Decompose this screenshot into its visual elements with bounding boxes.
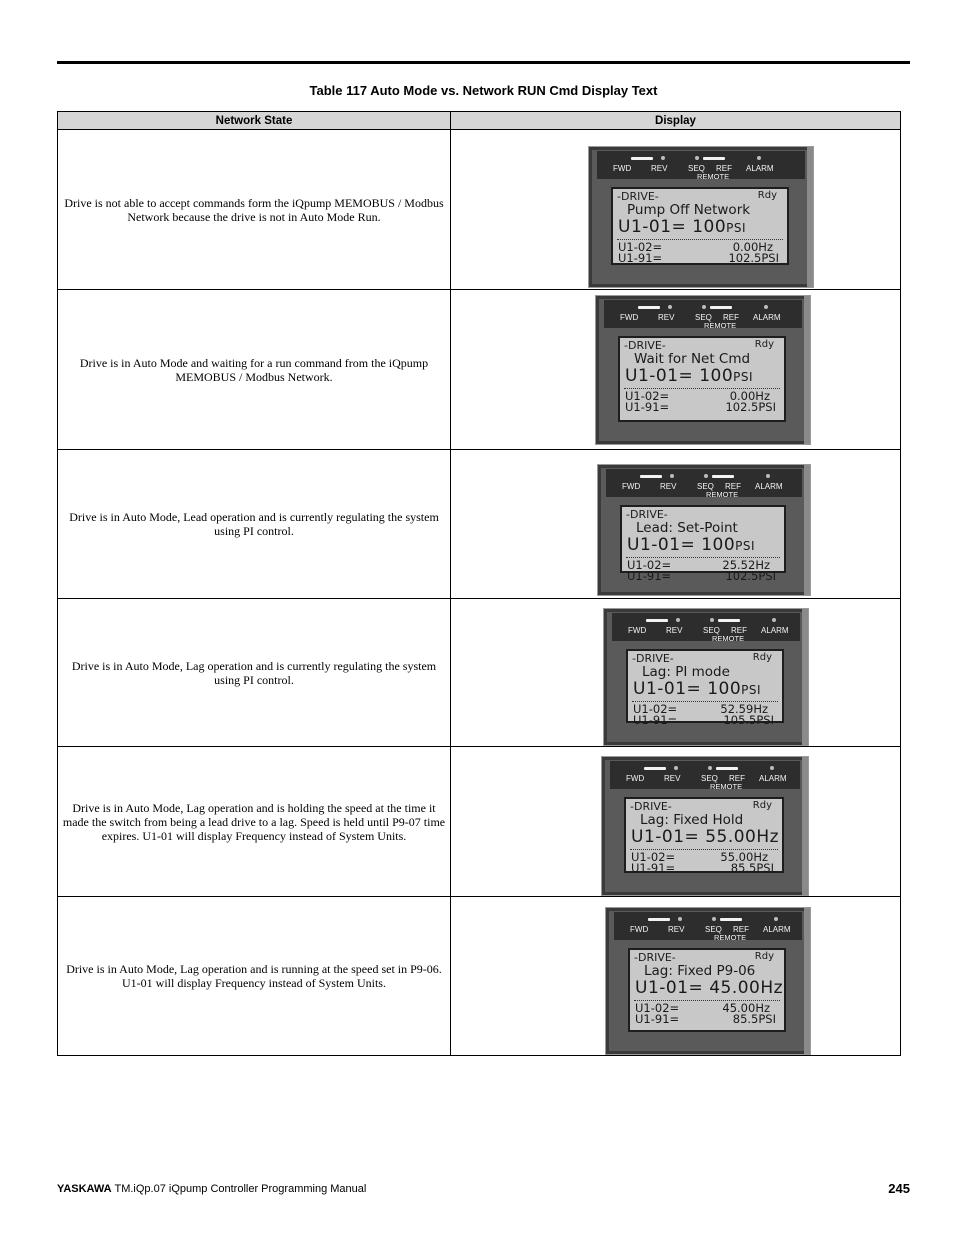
ref-label: REF	[723, 313, 739, 322]
fwd-lamp	[631, 157, 653, 160]
lcd-monitor-value-2: 102.5PSI	[728, 251, 779, 265]
lcd-main-value: 100	[699, 366, 734, 386]
ref-label: REF	[725, 482, 741, 491]
lcd-monitor-label-2: U1-91=	[625, 400, 670, 414]
lcd-main-monitor	[618, 217, 746, 237]
keypad-display-image	[588, 146, 814, 288]
seq-label: SEQ	[705, 925, 722, 934]
lcd-main-unit: PSI	[726, 221, 747, 235]
panel-edge	[802, 757, 808, 895]
display-cell	[451, 599, 901, 747]
fwd-lamp	[640, 475, 662, 478]
lcd-screen	[628, 948, 786, 1032]
lcd-main-monitor	[631, 827, 779, 847]
display-cell	[451, 450, 901, 599]
lcd-main-label: U1-01=	[618, 217, 687, 237]
lcd-monitor-label-2: U1-91=	[627, 569, 672, 583]
rev-lamp	[674, 766, 678, 770]
footer-brand: YASKAWA	[57, 1183, 112, 1195]
lcd-main-monitor	[633, 679, 761, 699]
rev-label: REV	[660, 482, 677, 491]
lcd-status-message: Lag: PI mode	[642, 664, 730, 680]
lcd-monitor-label-1: U1-02=	[625, 389, 670, 403]
lcd-monitor-value-2: 102.5PSI	[725, 569, 776, 583]
seq-label: SEQ	[695, 313, 712, 322]
lcd-main-value: 100	[707, 679, 742, 699]
keypad-display-image	[601, 756, 809, 896]
keypad-indicator-bar	[597, 151, 805, 179]
lcd-monitor-label-1: U1-02=	[631, 850, 676, 864]
alarm-lamp	[770, 766, 774, 770]
remote-label: REMOTE	[704, 321, 737, 330]
alarm-label: ALARM	[761, 626, 789, 635]
panel-edge	[804, 465, 810, 595]
lcd-ready-status: Rdy	[752, 800, 772, 811]
alarm-lamp	[766, 474, 770, 478]
alarm-label: ALARM	[753, 313, 781, 322]
lcd-monitor-value-1: 25.52Hz	[722, 558, 770, 572]
remote-label: REMOTE	[712, 634, 745, 643]
lcd-status-message: Wait for Net Cmd	[634, 351, 751, 367]
lcd-monitor-value-2: 85.5PSI	[730, 861, 774, 875]
lcd-main-monitor	[625, 366, 753, 386]
alarm-label: ALARM	[759, 774, 787, 783]
fwd-label: FWD	[626, 774, 645, 783]
lcd-main-label: U1-01=	[625, 366, 694, 386]
rev-lamp	[678, 917, 682, 921]
lcd-monitor-value-2: 105.5PSI	[723, 713, 774, 727]
rev-label: REV	[658, 313, 675, 322]
fwd-lamp	[638, 306, 660, 309]
lcd-main-label: U1-01=	[631, 827, 700, 847]
fwd-lamp	[644, 767, 666, 770]
rev-label: REV	[651, 164, 668, 173]
network-state-cell: Drive is in Auto Mode, Lag operation and is currently regulating the system using PI control.	[58, 599, 451, 747]
lcd-monitor-value-2: 102.5PSI	[725, 400, 776, 414]
fwd-label: FWD	[620, 313, 639, 322]
table-row	[58, 747, 901, 897]
fwd-label: FWD	[613, 164, 632, 173]
fwd-lamp	[646, 619, 668, 622]
header-network-state: Network State	[58, 112, 451, 130]
lcd-monitor-label-2: U1-91=	[635, 1012, 680, 1026]
rev-label: REV	[664, 774, 681, 783]
lcd-ready-status: Rdy	[754, 951, 774, 962]
keypad-display-image	[595, 295, 811, 445]
lcd-ready-status: Rdy	[757, 190, 777, 201]
alarm-lamp	[757, 156, 761, 160]
footer-manual-title: TM.iQp.07 iQpump Controller Programming Manual	[114, 1183, 367, 1195]
table-row	[58, 897, 901, 1056]
keypad-display-image	[597, 464, 811, 596]
lcd-ready-status: Rdy	[752, 652, 772, 663]
seq-lamp	[702, 305, 706, 309]
page-number: 245	[888, 1181, 910, 1196]
lcd-drive-label: -DRIVE-	[626, 508, 668, 521]
lcd-monitor-value-2: 85.5PSI	[732, 1012, 776, 1026]
seq-lamp	[712, 917, 716, 921]
ref-label: REF	[716, 164, 732, 173]
lcd-drive-label: -DRIVE-	[624, 339, 666, 352]
remote-label: REMOTE	[697, 172, 730, 181]
rev-label: REV	[668, 925, 685, 934]
lcd-monitor-value-1: 55.00Hz	[720, 850, 768, 864]
lcd-monitor-value-1: 45.00Hz	[722, 1001, 770, 1015]
ref-lamp	[712, 475, 734, 478]
seq-label: SEQ	[703, 626, 720, 635]
alarm-lamp	[772, 618, 776, 622]
display-cell	[451, 130, 901, 290]
seq-label: SEQ	[688, 164, 705, 173]
display-cell	[451, 897, 901, 1056]
ref-lamp	[718, 619, 740, 622]
lcd-main-value: 100	[692, 217, 727, 237]
keypad-display-image	[603, 608, 809, 746]
lcd-drive-label: -DRIVE-	[632, 652, 674, 665]
rev-lamp	[668, 305, 672, 309]
fwd-label: FWD	[622, 482, 641, 491]
lcd-status-message: Lead: Set-Point	[636, 520, 738, 536]
keypad-indicator-bar	[604, 300, 802, 328]
table-row	[58, 599, 901, 747]
lcd-main-monitor	[635, 978, 783, 998]
panel-edge	[804, 908, 810, 1054]
network-state-cell: Drive is in Auto Mode and waiting for a run command from the iQpump MEMOBUS / Modbus Network.	[58, 290, 451, 450]
alarm-label: ALARM	[746, 164, 774, 173]
ref-label: REF	[731, 626, 747, 635]
panel-edge	[802, 609, 808, 745]
table-row	[58, 450, 901, 599]
table-row	[58, 290, 901, 450]
lcd-monitor-label-2: U1-91=	[618, 251, 663, 265]
rev-lamp	[676, 618, 680, 622]
ref-lamp	[720, 918, 742, 921]
ref-lamp	[710, 306, 732, 309]
lcd-monitor-label-1: U1-02=	[618, 240, 663, 254]
alarm-lamp	[774, 917, 778, 921]
ref-lamp	[716, 767, 738, 770]
lcd-monitor-label-2: U1-91=	[631, 861, 676, 875]
top-rule	[57, 61, 910, 64]
lcd-main-monitor	[627, 535, 755, 555]
lcd-drive-label: -DRIVE-	[630, 800, 672, 813]
network-state-cell: Drive is in Auto Mode, Lead operation and is currently regulating the system using PI control.	[58, 450, 451, 599]
fwd-lamp	[648, 918, 670, 921]
network-state-cell: Drive is in Auto Mode, Lag operation and is holding the speed at the time it made the switch from being a lead drive to a lag. Speed is held until P9-07 time expires. U1-01 will display Frequency instead of System Units.	[58, 747, 451, 897]
keypad-display-image	[605, 907, 811, 1055]
ref-lamp	[703, 157, 725, 160]
lcd-screen	[618, 336, 786, 422]
lcd-main-label: U1-01=	[627, 535, 696, 555]
seq-label: SEQ	[701, 774, 718, 783]
table-caption: Table 117 Auto Mode vs. Network RUN Cmd Display Text	[309, 83, 658, 98]
fwd-label: FWD	[628, 626, 647, 635]
seq-lamp	[710, 618, 714, 622]
lcd-monitor-label-1: U1-02=	[635, 1001, 680, 1015]
lcd-monitor-value-1: 0.00Hz	[729, 389, 770, 403]
lcd-status-message: Pump Off Network	[627, 202, 751, 218]
panel-edge	[804, 296, 810, 444]
header-display: Display	[451, 112, 901, 130]
keypad-indicator-bar	[610, 761, 800, 789]
remote-label: REMOTE	[706, 490, 739, 499]
alarm-label: ALARM	[755, 482, 783, 491]
rev-lamp	[661, 156, 665, 160]
lcd-main-unit: PSI	[733, 370, 754, 384]
lcd-main-value: 100	[701, 535, 736, 555]
lcd-main-value: 45.00Hz	[709, 978, 784, 998]
lcd-monitor-label-1: U1-02=	[627, 558, 672, 572]
ref-label: REF	[729, 774, 745, 783]
fwd-label: FWD	[630, 925, 649, 934]
lcd-monitor-value-1: 0.00Hz	[732, 240, 773, 254]
display-cell	[451, 747, 901, 897]
lcd-screen	[611, 187, 789, 265]
lcd-main-value: 55.00Hz	[705, 827, 780, 847]
network-state-cell: Drive is in Auto Mode, Lag operation and is running at the speed set in P9-06. U1-01 will display Frequency instead of System Units.	[58, 897, 451, 1056]
display-cell	[451, 290, 901, 450]
ref-label: REF	[733, 925, 749, 934]
lcd-screen	[620, 505, 786, 583]
remote-label: REMOTE	[714, 933, 747, 942]
rev-lamp	[670, 474, 674, 478]
keypad-indicator-bar	[614, 912, 802, 940]
network-state-cell: Drive is not able to accept commands form the iQpump MEMOBUS / Modbus Network because the drive is not in Auto Mode Run.	[58, 130, 451, 290]
lcd-screen	[626, 649, 784, 727]
alarm-label: ALARM	[763, 925, 791, 934]
lcd-main-unit: PSI	[735, 539, 756, 553]
alarm-lamp	[764, 305, 768, 309]
lcd-monitor-label-2: U1-91=	[633, 713, 678, 727]
seq-lamp	[695, 156, 699, 160]
lcd-status-message: Lag: Fixed P9-06	[644, 963, 756, 979]
lcd-main-label: U1-01=	[633, 679, 702, 699]
footer-manual	[57, 1183, 366, 1195]
keypad-indicator-bar	[612, 613, 800, 641]
display-text-table	[57, 111, 901, 1056]
lcd-status-message: Lag: Fixed Hold	[640, 812, 744, 828]
lcd-drive-label: -DRIVE-	[617, 190, 659, 203]
lcd-main-label: U1-01=	[635, 978, 704, 998]
rev-label: REV	[666, 626, 683, 635]
lcd-monitor-value-1: 52.59Hz	[720, 702, 768, 716]
lcd-drive-label: -DRIVE-	[634, 951, 676, 964]
lcd-monitor-label-1: U1-02=	[633, 702, 678, 716]
remote-label: REMOTE	[710, 782, 743, 791]
table-header-row	[58, 112, 901, 130]
table-row	[58, 130, 901, 290]
seq-label: SEQ	[697, 482, 714, 491]
lcd-ready-status: Rdy	[754, 339, 774, 350]
seq-lamp	[708, 766, 712, 770]
lcd-main-unit: PSI	[741, 683, 762, 697]
seq-lamp	[704, 474, 708, 478]
panel-edge	[807, 147, 813, 287]
lcd-screen	[624, 797, 784, 873]
keypad-indicator-bar	[606, 469, 802, 497]
